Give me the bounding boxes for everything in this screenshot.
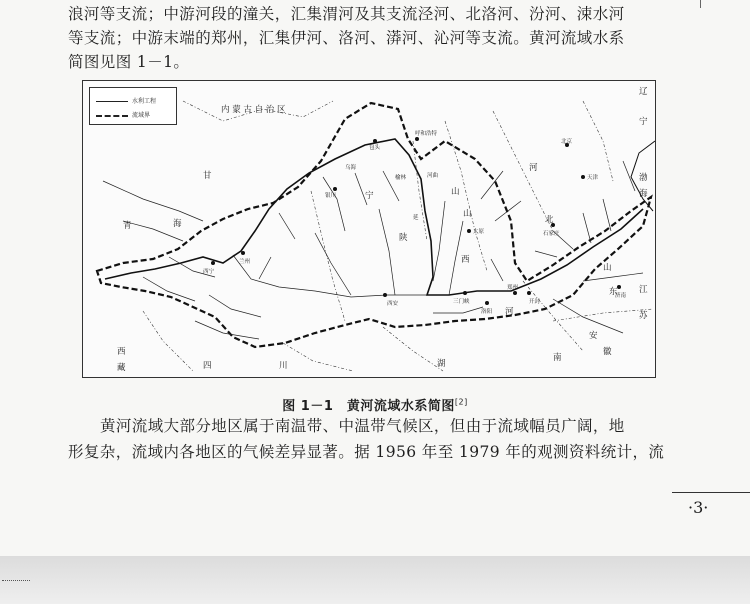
- label-ning2: 宁: [639, 117, 648, 127]
- label-hequ: 河曲: [427, 173, 439, 179]
- label-su: 苏: [639, 311, 648, 321]
- footer-rule: [672, 492, 750, 493]
- caption-reference: [2]: [454, 397, 468, 407]
- label-lanzhou: 兰州: [239, 259, 251, 265]
- label-bo: 渤: [639, 173, 648, 183]
- label-henan: 河: [505, 307, 514, 317]
- label-bei: 北: [545, 215, 554, 225]
- figure-caption: [0, 395, 750, 414]
- yellow-river-mainstem: [105, 139, 643, 295]
- label-xizang-xi: 西: [117, 347, 126, 357]
- page-number: ·3·: [688, 498, 709, 517]
- body-text-line: 浪河等支流；中游河段的潼关，汇集渭河及其支流泾河、北洛河、汾河、涑水河: [68, 5, 625, 23]
- label-zhengzhou: 郑州: [507, 285, 519, 291]
- crop-mark: [700, 0, 701, 8]
- legend-irrigation-label: 水利工程: [132, 98, 157, 105]
- boundary-line-swatch: [96, 115, 128, 117]
- label-sichuan: 四: [203, 361, 212, 371]
- label-yulin: 榆林: [395, 175, 407, 181]
- label-beijing: 北京: [561, 139, 573, 145]
- map-legend: [89, 87, 177, 125]
- label-taiyuan: 太原: [473, 229, 485, 235]
- yellow-river-map: [82, 80, 656, 378]
- scan-margin: [0, 556, 750, 604]
- map-drawing: [83, 81, 655, 377]
- label-shandong: 山: [603, 263, 612, 273]
- label-liaoning: 辽: [639, 87, 648, 97]
- label-yan: 延: [413, 215, 419, 221]
- dotted-mark: [2, 580, 30, 581]
- label-ningxia: 宁: [365, 191, 374, 201]
- label-shaanxi: 陕: [399, 233, 408, 243]
- label-gansu: 甘: [203, 171, 212, 181]
- irrigation-line-swatch: [96, 101, 128, 102]
- caption-text: 图 1－1 黄河流域水系简图: [282, 399, 455, 414]
- body-text-line: 简图见图 1－1。: [68, 53, 190, 71]
- label-dong: 东: [609, 287, 618, 297]
- label-haiyu: 海: [639, 189, 648, 199]
- label-luoyang: 洛阳: [481, 309, 493, 315]
- label-xizang-zang: 藏: [117, 363, 126, 373]
- label-nan: 南: [553, 353, 562, 363]
- label-anhui: 安: [589, 331, 598, 341]
- label-xian: 西安: [387, 301, 399, 307]
- label-qinghai: 青: [123, 221, 132, 231]
- label-inner-mongolia: 内 蒙 古 自 治 区: [221, 105, 286, 115]
- label-shijiazhuang: 石家庄: [543, 231, 560, 237]
- label-hai: 海: [173, 219, 182, 229]
- label-kaifeng: 开封: [529, 299, 541, 305]
- label-hebei: 河: [529, 163, 538, 173]
- label-jiangsu: 江: [639, 285, 648, 295]
- label-huhehaote: 呼和浩特: [415, 131, 438, 137]
- label-shanxi: 山: [451, 187, 460, 197]
- body-text-line: 黄河流域大部分地区属于南温带、中温带气候区，但由于流域幅员广阔，地: [100, 417, 625, 435]
- label-hubei: 湖: [437, 359, 446, 369]
- label-baotou: 包头: [369, 145, 381, 151]
- label-west: 西: [461, 255, 470, 265]
- legend-boundary-label: 流域界: [132, 112, 151, 119]
- label-jinan: 济南: [615, 293, 627, 299]
- body-text-line: 等支流；中游末端的郑州，汇集伊河、洛河、漭河、沁河等支流。黄河流域水系: [68, 29, 625, 47]
- label-chuan: 川: [279, 361, 288, 371]
- label-tianjin: 天津: [587, 175, 599, 181]
- label-sanmenxia: 三门峡: [453, 299, 470, 305]
- label-hui: 徽: [603, 347, 612, 357]
- label-shanxi2: 山: [463, 209, 472, 219]
- body-text-line: 形复杂，流域内各地区的气候差异显著。据 1956 年至 1979 年的观测资料统计，流: [68, 443, 665, 461]
- label-wuhai: 乌海: [345, 165, 357, 171]
- label-xining: 西宁: [203, 269, 215, 275]
- label-yinchuan: 银川: [325, 193, 337, 199]
